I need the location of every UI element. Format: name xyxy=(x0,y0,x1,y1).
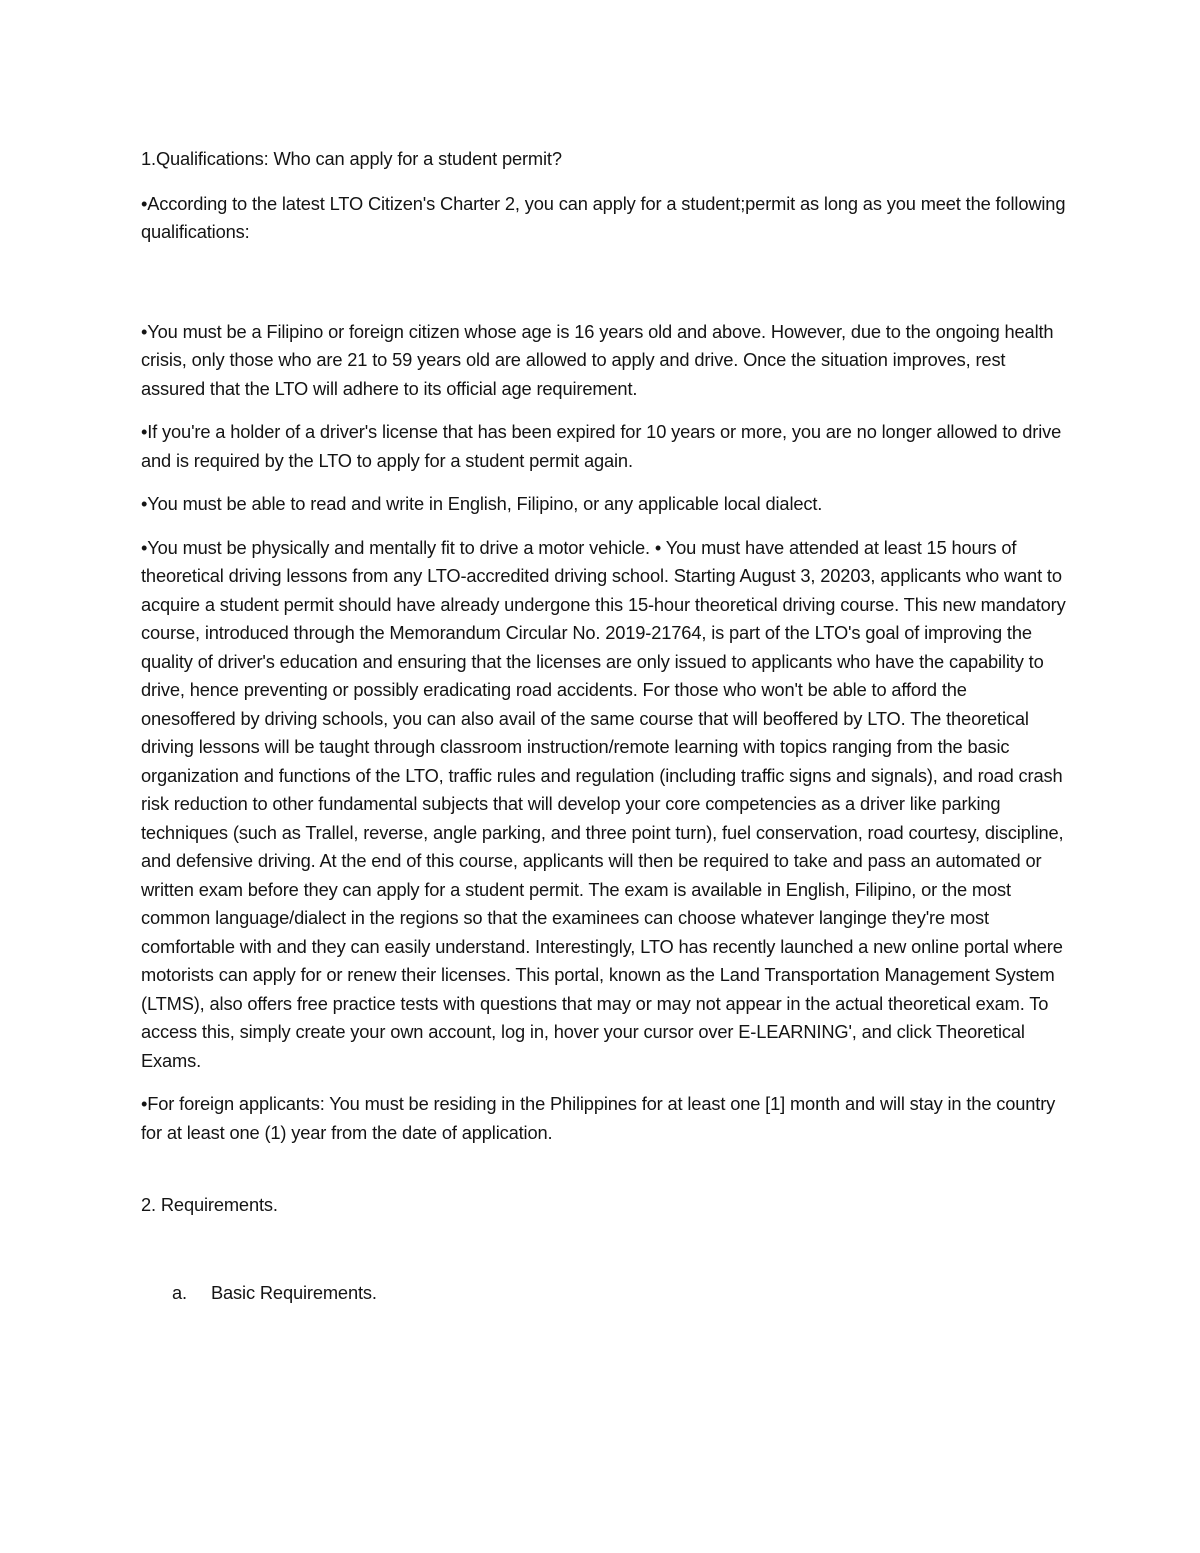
sub-item-marker: a. xyxy=(172,1281,187,1303)
sub-item-text: Basic Requirements. xyxy=(211,1281,377,1303)
document-body xyxy=(141,145,1066,1307)
bullet-literacy: •You must be able to read and write in English, Filipino, or any applicable local dialect. xyxy=(141,493,823,514)
section-2-heading: 2. Requirements. xyxy=(141,1194,278,1215)
intro-paragraph: •According to the latest LTO Citizen's Charter 2, you can apply for a student;permit as long as you meet the following qualifications: xyxy=(141,192,1066,242)
bullet-fitness-and-course: •You must be physically and mentally fit to drive a motor vehicle. • You must have attended at least 15 hours of theoretical driving lessons from any LTO-accredited driving school. Starting August 3, 20203, applicants who want to acquire a student permit should have already undergone this 15-hour theoretical driving course. This new mandatory course, introduced through the Memorandum Circular No. 2019-21764, is part of the LTO's goal of improving the quality of driver's education and ensuring that the licenses are only issued to applicants who have the capability to drive, hence preventing or possibly eradicating road accidents. For those who won't be able to afford the onesoffered by driving schools, you can also avail of the same course that will beoffered by LTO. The theoretical driving lessons will be taught through classroom instruction/remote learning with topics ranging from the basic organization and functions of the LTO, traffic rules and regulation (including traffic signs and signals), and road crash risk reduction to other fundamental subjects that will develop your core competencies as a driver like parking techniques (such as Trallel, reverse, angle parking, and three point turn), fuel conservation, road courtesy, discipline, and defensive driving. At the end of this course, applicants will then be required to take and pass an automated or written exam before they can apply for a student permit. The exam is available in English, Filipino, or the most common language/dialect in the regions so that the examinees can choose whatever langinge they're most comfortable with and they can easily understand. Interestingly, LTO has recently launched a new online portal where motorists can apply for or renew their licenses. This portal, known as the Land Transportation Management System (LTMS), also offers free practice tests with questions that may or may not appear in the actual theoretical exam. To access this, simply create your own account, log in, hover your cursor over E-LEARNING', and click Theoretical Exams. xyxy=(141,536,1066,1071)
bullet-foreign-applicants: •For foreign applicants: You must be residing in the Philippines for at least one [1] month and will stay in the country for at least one (1) year from the date of application. xyxy=(141,1093,1056,1143)
bullet-expired-license: •If you're a holder of a driver's license that has been expired for 10 years or more, you are no longer allowed to drive and is required by the LTO to apply for a student permit again. xyxy=(141,421,1062,471)
bullet-age-requirement: •You must be a Filipino or foreign citizen whose age is 16 years old and above. However, due to the ongoing health crisis, only those who are 21 to 59 years old are allowed to apply and drive. Once the situation improves, rest assured that the LTO will adhere to its official age requirement. xyxy=(141,320,1054,399)
sub-item-basic-requirements xyxy=(172,1279,1066,1308)
section-1-heading: 1.Qualifications: Who can apply for a student permit? xyxy=(141,148,562,169)
